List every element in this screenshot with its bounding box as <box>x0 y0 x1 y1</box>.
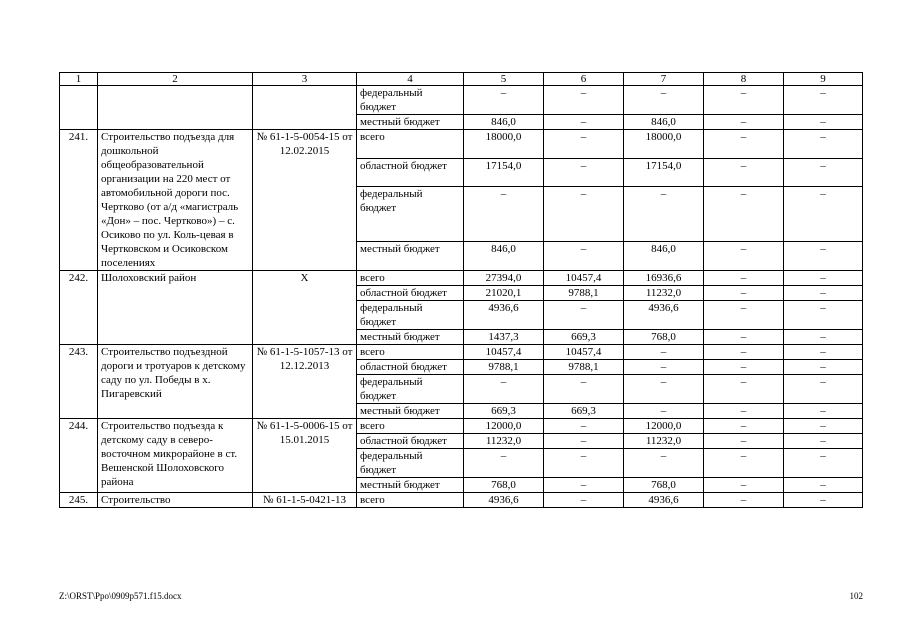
funding-source-cell: областной бюджет <box>357 286 464 301</box>
value-cell: 10457,4 <box>464 345 544 360</box>
value-cell: – <box>704 286 784 301</box>
value-cell: 669,3 <box>464 404 544 419</box>
value-cell: – <box>704 242 784 271</box>
funding-source-cell: федеральный бюджет <box>357 449 464 478</box>
value-cell: – <box>784 330 863 345</box>
document-cell: Х <box>253 271 357 345</box>
value-cell: 12000,0 <box>624 419 704 434</box>
value-cell: 17154,0 <box>624 158 704 187</box>
value-cell: – <box>784 286 863 301</box>
value-cell: – <box>544 478 624 493</box>
budget-table <box>59 72 863 508</box>
funding-source-cell: федеральный бюджет <box>357 375 464 404</box>
object-name-cell: Строительство подъездной дороги и тротуаров к детскому саду по ул. Победы в х. Пигаревский <box>98 345 253 419</box>
value-cell: 4936,6 <box>464 301 544 330</box>
value-cell: – <box>784 86 863 115</box>
funding-source-cell: всего <box>357 271 464 286</box>
value-cell: – <box>784 493 863 508</box>
value-cell: 846,0 <box>464 242 544 271</box>
value-cell: – <box>784 187 863 242</box>
value-cell: 18000,0 <box>464 130 544 159</box>
value-cell: – <box>464 449 544 478</box>
row-number-cell: 242. <box>60 271 98 345</box>
column-header: 2 <box>98 73 253 86</box>
column-header: 3 <box>253 73 357 86</box>
value-cell: – <box>544 158 624 187</box>
value-cell: 17154,0 <box>464 158 544 187</box>
value-cell: – <box>544 493 624 508</box>
object-name-cell: Строительство подъезда для дошкольной общеобразовательной организации на 220 мест от автомобильной дороги пос. Чертково (от а/д «магистраль «Дон» – пос. Чертково») – с. Осиково по ул. Коль-цевая в Чертковском и Осиковском поселениях <box>98 130 253 271</box>
value-cell: 18000,0 <box>624 130 704 159</box>
value-cell: 846,0 <box>624 242 704 271</box>
value-cell: – <box>704 158 784 187</box>
object-name-cell: Шолоховский район <box>98 271 253 345</box>
value-cell: – <box>544 301 624 330</box>
column-header: 1 <box>60 73 98 86</box>
value-cell: 4936,6 <box>464 493 544 508</box>
row-number-cell: 243. <box>60 345 98 419</box>
value-cell: – <box>624 360 704 375</box>
footer-file-path: Z:\ORST\Ppo\0909p571.f15.docx <box>59 591 182 601</box>
value-cell: – <box>704 330 784 345</box>
value-cell: – <box>704 478 784 493</box>
value-cell: – <box>784 404 863 419</box>
value-cell: 669,3 <box>544 330 624 345</box>
document-cell <box>253 86 357 130</box>
value-cell: 4936,6 <box>624 301 704 330</box>
value-cell: – <box>704 360 784 375</box>
object-name-cell: Строительство подъезда к детскому саду в северо-восточном микрорайоне в ст. Вешенской Шолоховского района <box>98 419 253 493</box>
value-cell: 27394,0 <box>464 271 544 286</box>
table-row <box>60 493 863 508</box>
column-header: 5 <box>464 73 544 86</box>
funding-source-cell: местный бюджет <box>357 404 464 419</box>
value-cell: 846,0 <box>624 115 704 130</box>
value-cell: – <box>704 493 784 508</box>
value-cell: – <box>704 419 784 434</box>
table-row <box>60 271 863 286</box>
column-header: 4 <box>357 73 464 86</box>
document-cell: № 61-1-5-0054-15 от 12.02.2015 <box>253 130 357 271</box>
value-cell: 846,0 <box>464 115 544 130</box>
row-number-cell: 244. <box>60 419 98 493</box>
funding-source-cell: местный бюджет <box>357 242 464 271</box>
document-cell: № 61-1-5-0421-13 <box>253 493 357 508</box>
value-cell: – <box>784 301 863 330</box>
value-cell: 768,0 <box>624 478 704 493</box>
value-cell: – <box>784 345 863 360</box>
header-row <box>60 73 863 86</box>
funding-source-cell: областной бюджет <box>357 360 464 375</box>
value-cell: – <box>544 115 624 130</box>
column-header: 9 <box>784 73 863 86</box>
value-cell: – <box>704 375 784 404</box>
value-cell: – <box>624 449 704 478</box>
value-cell: – <box>784 130 863 159</box>
value-cell: – <box>544 242 624 271</box>
value-cell: 9788,1 <box>544 360 624 375</box>
value-cell: – <box>704 301 784 330</box>
value-cell: 11232,0 <box>464 434 544 449</box>
value-cell: 768,0 <box>624 330 704 345</box>
value-cell: 10457,4 <box>544 345 624 360</box>
table-row <box>60 86 863 115</box>
value-cell: 16936,6 <box>624 271 704 286</box>
funding-source-cell: местный бюджет <box>357 478 464 493</box>
value-cell: – <box>784 271 863 286</box>
value-cell: – <box>544 187 624 242</box>
funding-source-cell: областной бюджет <box>357 158 464 187</box>
column-header: 7 <box>624 73 704 86</box>
value-cell: – <box>704 86 784 115</box>
value-cell: – <box>704 115 784 130</box>
value-cell: – <box>544 434 624 449</box>
value-cell: – <box>544 375 624 404</box>
value-cell: – <box>544 449 624 478</box>
column-header: 6 <box>544 73 624 86</box>
value-cell: – <box>704 345 784 360</box>
funding-source-cell: областной бюджет <box>357 434 464 449</box>
value-cell: – <box>784 360 863 375</box>
value-cell: 11232,0 <box>624 286 704 301</box>
value-cell: – <box>784 375 863 404</box>
object-name-cell <box>98 86 253 130</box>
value-cell: 11232,0 <box>624 434 704 449</box>
value-cell: – <box>624 375 704 404</box>
value-cell: – <box>464 86 544 115</box>
value-cell: – <box>784 434 863 449</box>
table-row <box>60 345 863 360</box>
value-cell: – <box>544 130 624 159</box>
funding-source-cell: всего <box>357 419 464 434</box>
funding-source-cell: федеральный бюджет <box>357 187 464 242</box>
value-cell: 768,0 <box>464 478 544 493</box>
value-cell: – <box>464 187 544 242</box>
value-cell: 21020,1 <box>464 286 544 301</box>
value-cell: – <box>784 115 863 130</box>
value-cell: – <box>784 158 863 187</box>
document-cell: № 61-1-5-0006-15 от 15.01.2015 <box>253 419 357 493</box>
funding-source-cell: всего <box>357 345 464 360</box>
value-cell: – <box>784 419 863 434</box>
value-cell: – <box>704 434 784 449</box>
column-header: 8 <box>704 73 784 86</box>
footer-page-number: 102 <box>849 591 863 601</box>
value-cell: 9788,1 <box>464 360 544 375</box>
table-row <box>60 419 863 434</box>
value-cell: 9788,1 <box>544 286 624 301</box>
funding-source-cell: местный бюджет <box>357 330 464 345</box>
value-cell: 4936,6 <box>624 493 704 508</box>
value-cell: – <box>624 86 704 115</box>
value-cell: 669,3 <box>544 404 624 419</box>
value-cell: – <box>784 449 863 478</box>
value-cell: 1437,3 <box>464 330 544 345</box>
value-cell: 12000,0 <box>464 419 544 434</box>
value-cell: – <box>544 419 624 434</box>
funding-source-cell: федеральный бюджет <box>357 301 464 330</box>
value-cell: – <box>624 404 704 419</box>
funding-source-cell: местный бюджет <box>357 115 464 130</box>
value-cell: – <box>704 271 784 286</box>
value-cell: – <box>784 478 863 493</box>
value-cell: – <box>624 187 704 242</box>
value-cell: – <box>544 86 624 115</box>
value-cell: – <box>784 242 863 271</box>
value-cell: – <box>704 130 784 159</box>
table-row <box>60 130 863 159</box>
value-cell: – <box>704 404 784 419</box>
funding-source-cell: всего <box>357 493 464 508</box>
row-number-cell <box>60 86 98 130</box>
object-name-cell: Строительство <box>98 493 253 508</box>
document-cell: № 61-1-5-1057-13 от 12.12.2013 <box>253 345 357 419</box>
value-cell: – <box>464 375 544 404</box>
value-cell: 10457,4 <box>544 271 624 286</box>
value-cell: – <box>704 187 784 242</box>
funding-source-cell: федеральный бюджет <box>357 86 464 115</box>
funding-source-cell: всего <box>357 130 464 159</box>
value-cell: – <box>624 345 704 360</box>
row-number-cell: 245. <box>60 493 98 508</box>
value-cell: – <box>704 449 784 478</box>
row-number-cell: 241. <box>60 130 98 271</box>
